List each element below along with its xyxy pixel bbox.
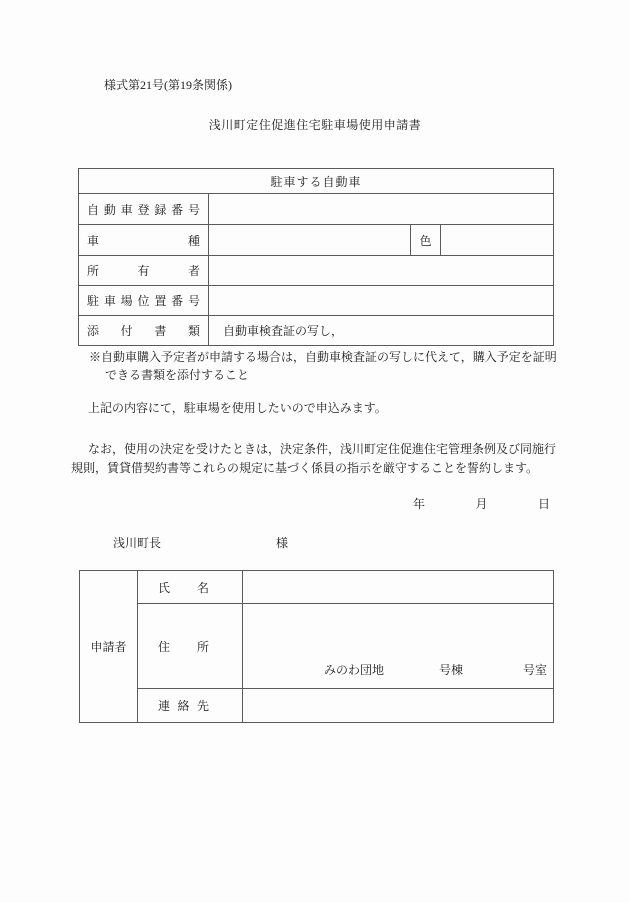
- applicant-contact-value: [243, 689, 554, 723]
- date-line: [413, 497, 550, 512]
- lot-number-label: 駐 車 場 位 置 番 号: [79, 286, 209, 316]
- application-statement: 上記の内容にて，駐車場を使用したいので申込みます。: [88, 401, 387, 415]
- address-preset-line: [243, 664, 546, 676]
- estate-name-label: みのわ団地: [324, 663, 385, 677]
- addressee-line: [113, 536, 288, 551]
- pledge-line2: 規則，賃貸借契約書等これらの規定に基づく係員の指示を厳守することを誓約します。: [71, 461, 539, 475]
- registration-number-label: 自 動 車 登 録 番 号: [79, 194, 209, 225]
- attachments-label: 添 付 書 類: [79, 316, 209, 346]
- lot-number-value: [209, 286, 554, 316]
- date-day-label: 日: [537, 497, 550, 511]
- applicant-group-label: 申請者: [80, 571, 138, 723]
- page-title: 浅川町定住促進住宅駐車場使用申請書: [208, 118, 422, 132]
- vehicle-table-header: 駐車する自動車: [79, 169, 554, 194]
- owner-label: 所 有 者: [79, 256, 209, 286]
- owner-value: [209, 256, 554, 286]
- applicant-address-label: 住 所: [138, 604, 243, 689]
- building-number-suffix: 号棟: [439, 663, 464, 677]
- applicant-contact-label: 連 絡 先: [138, 689, 243, 723]
- applicant-table: [79, 570, 554, 723]
- attachments-value: 自動車検査証の写し，: [209, 316, 554, 346]
- form-number: 様式第21号(第19条関係): [104, 78, 232, 92]
- addressee-name: 浅川町長: [113, 536, 162, 550]
- color-label: 色: [411, 225, 441, 256]
- vehicle-type-label: 車 種: [79, 225, 209, 256]
- applicant-name-label: 氏 名: [138, 571, 243, 604]
- vehicle-type-value: [209, 225, 411, 256]
- color-value: [441, 225, 554, 256]
- date-year-label: 年: [413, 497, 426, 511]
- attachment-note-line1: ※自動車購入予定者が申請する場合は，自動車検査証の写しに代えて，購入予定を証明: [89, 350, 557, 364]
- room-number-suffix: 号室: [523, 663, 548, 677]
- applicant-name-value: [243, 571, 554, 604]
- pledge-line1: なお，使用の決定を受けたときは，決定条件，浅川町定住促進住宅管理条例及び同施行: [88, 442, 557, 456]
- attachment-note-line2: できる書類を添付すること: [105, 368, 250, 382]
- applicant-address-cell: [243, 604, 554, 689]
- vehicle-table: [78, 168, 554, 346]
- addressee-honorific: 様: [276, 536, 289, 550]
- registration-number-value: [209, 194, 554, 225]
- date-month-label: 月: [475, 497, 488, 511]
